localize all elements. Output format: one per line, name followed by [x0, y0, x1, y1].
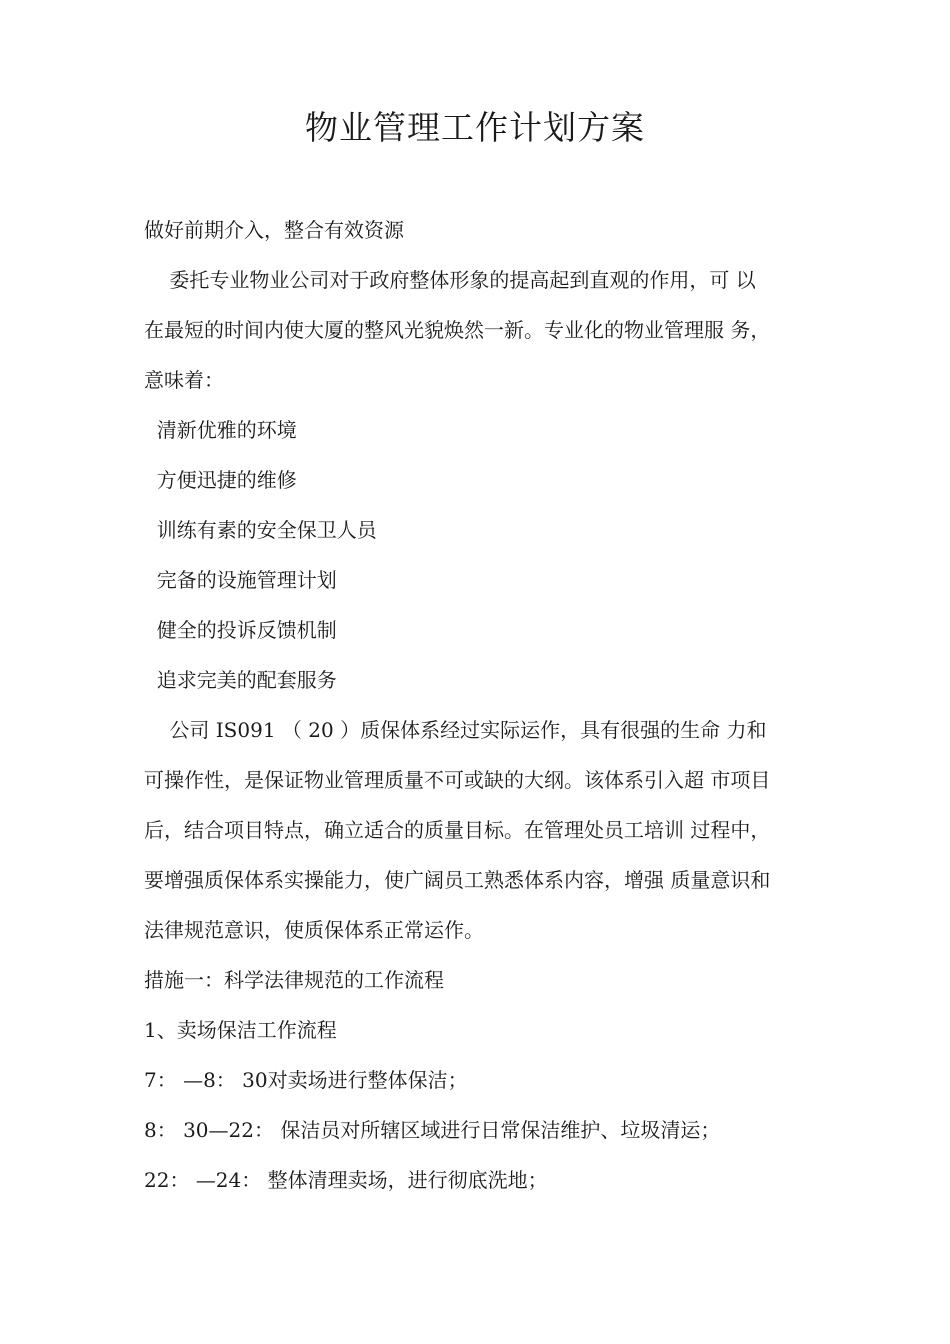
list-item: 完备的设施管理计划	[144, 568, 337, 592]
schedule-line: 22： —24： 整体清理卖场，进行彻底洗地；	[144, 1168, 548, 1192]
paragraph-line: 意味着：	[144, 368, 224, 392]
subsection-heading-cleaning-workflow: 1、卖场保洁工作流程	[144, 1018, 337, 1042]
paragraph-line: 后，结合项目特点，确立适合的质量目标。在管理处员工培训 过程中，	[144, 818, 771, 842]
list-item: 清新优雅的环境	[144, 418, 297, 442]
paragraph-line: 要增强质保体系实操能力，使广阔员工熟悉体系内容，增强 质量意识和	[144, 868, 771, 892]
document-title: 物业管理工作计划方案	[305, 108, 645, 147]
list-item: 方便迅捷的维修	[144, 468, 297, 492]
paragraph-line: 公司 IS091 （ 20 ）质保体系经过实际运作，具有很强的生命 力和	[144, 718, 767, 742]
paragraph-line: 可操作性，是保证物业管理质量不可或缺的大纲。该体系引入超 市项目	[144, 768, 771, 792]
list-item: 追求完美的配套服务	[144, 668, 337, 692]
section-heading-measure-one: 措施一：科学法律规范的工作流程	[144, 968, 444, 992]
schedule-line: 7： —8： 30对卖场进行整体保洁；	[144, 1068, 468, 1092]
list-item: 健全的投诉反馈机制	[144, 618, 337, 642]
paragraph-line: 委托专业物业公司对于政府整体形象的提高起到直观的作用，可 以	[144, 268, 756, 292]
paragraph-line: 法律规范意识，使质保体系正常运作。	[144, 918, 484, 942]
list-item: 训练有素的安全保卫人员	[144, 518, 377, 542]
section-heading-early-intervention: 做好前期介入，整合有效资源	[144, 218, 404, 242]
paragraph-line: 在最短的时间内使大厦的整风光貌焕然一新。专业化的物业管理服 务，	[144, 318, 771, 342]
schedule-line: 8： 30—22： 保洁员对所辖区域进行日常保洁维护、垃圾清运；	[144, 1118, 721, 1142]
